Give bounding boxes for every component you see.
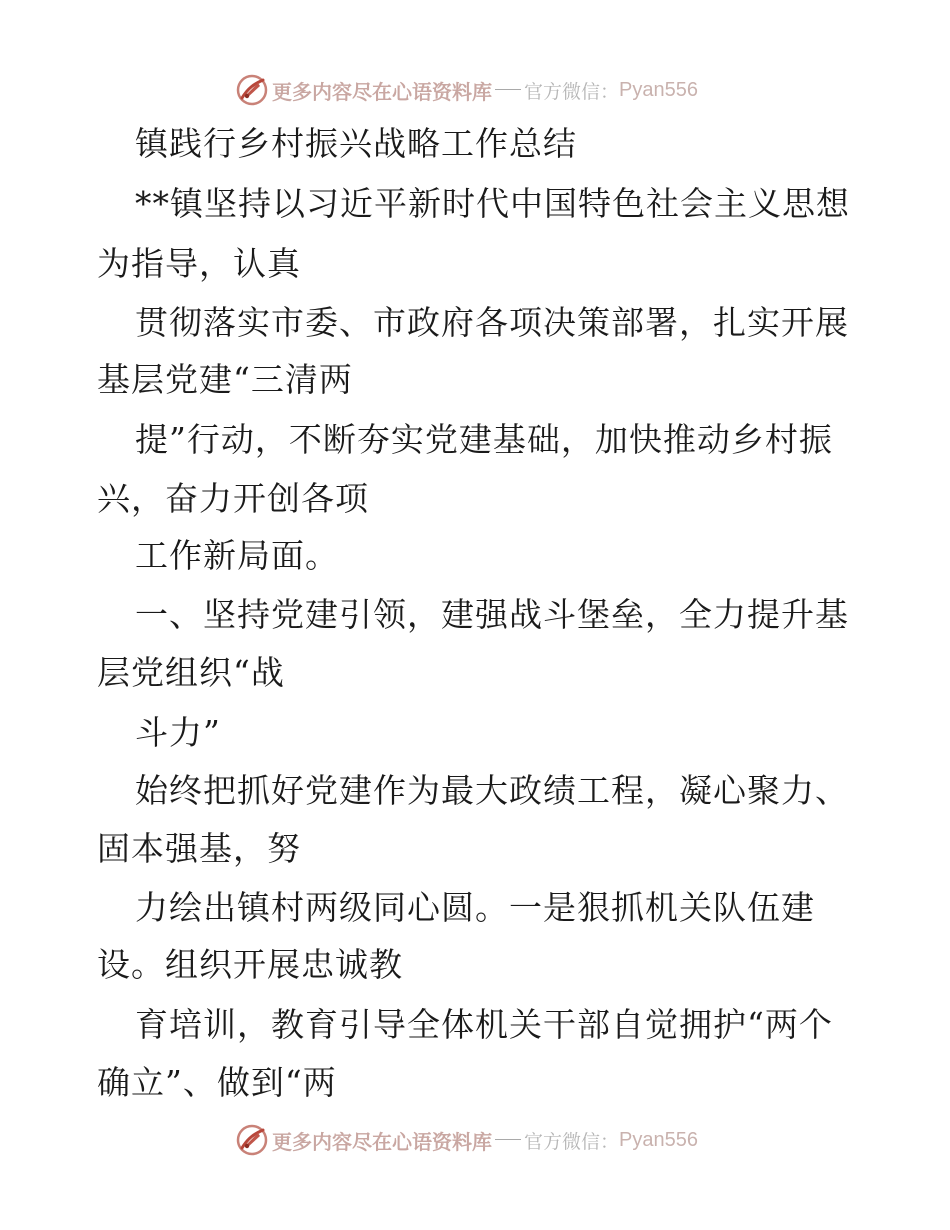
footer-watermark (236, 1123, 698, 1157)
paragraph-line: 力绘出镇村两级同心圆。一是狠抓机关队伍建 (135, 888, 815, 927)
document-title: 镇践行乡村振兴战略工作总结 (135, 124, 577, 163)
section-heading-line: 层党组织“战 (97, 653, 285, 692)
paragraph-line: 始终把抓好党建作为最大政绩工程，凝心聚力、 (135, 771, 849, 810)
section-heading-line: 一、坚持党建引领，建强战斗堡垒，全力提升基 (135, 595, 849, 634)
watermark-dash (495, 89, 521, 90)
watermark-wechat-id: Pyan556 (619, 78, 698, 101)
paragraph-line: 确立”、做到“两 (97, 1063, 337, 1102)
paragraph-line: 提”行动，不断夯实党建基础，加快推动乡村振 (135, 420, 833, 459)
paragraph-line: 工作新局面。 (135, 536, 339, 575)
paragraph-line: 基层党建“三清两 (97, 360, 353, 399)
watermark-logo-icon (236, 74, 268, 106)
watermark-dash (495, 1139, 521, 1140)
paragraph-line: 为指导，认真 (97, 244, 301, 283)
watermark-text: 更多内容尽在心语资料库 (272, 1129, 492, 1154)
watermark-text: 更多内容尽在心语资料库 (272, 79, 492, 104)
paragraph-line: 固本强基，努 (97, 829, 301, 868)
section-heading-line: 斗力” (135, 713, 221, 752)
paragraph-line: 兴，奋力开创各项 (97, 479, 369, 518)
watermark-label: 官方微信： (524, 1130, 620, 1153)
watermark-wechat-id: Pyan556 (619, 1128, 698, 1151)
paragraph-line: 设。组织开展忠诚教 (97, 945, 403, 984)
watermark-label: 官方微信： (524, 80, 620, 103)
paragraph-line: 贯彻落实市委、市政府各项决策部署，扎实开展 (135, 303, 849, 342)
paragraph-line: **镇坚持以习近平新时代中国特色社会主义思想 (135, 184, 850, 223)
header-watermark (236, 73, 698, 107)
paragraph-line: 育培训，教育引导全体机关干部自觉拥护“两个 (135, 1005, 833, 1044)
watermark-logo-icon (236, 1124, 268, 1156)
